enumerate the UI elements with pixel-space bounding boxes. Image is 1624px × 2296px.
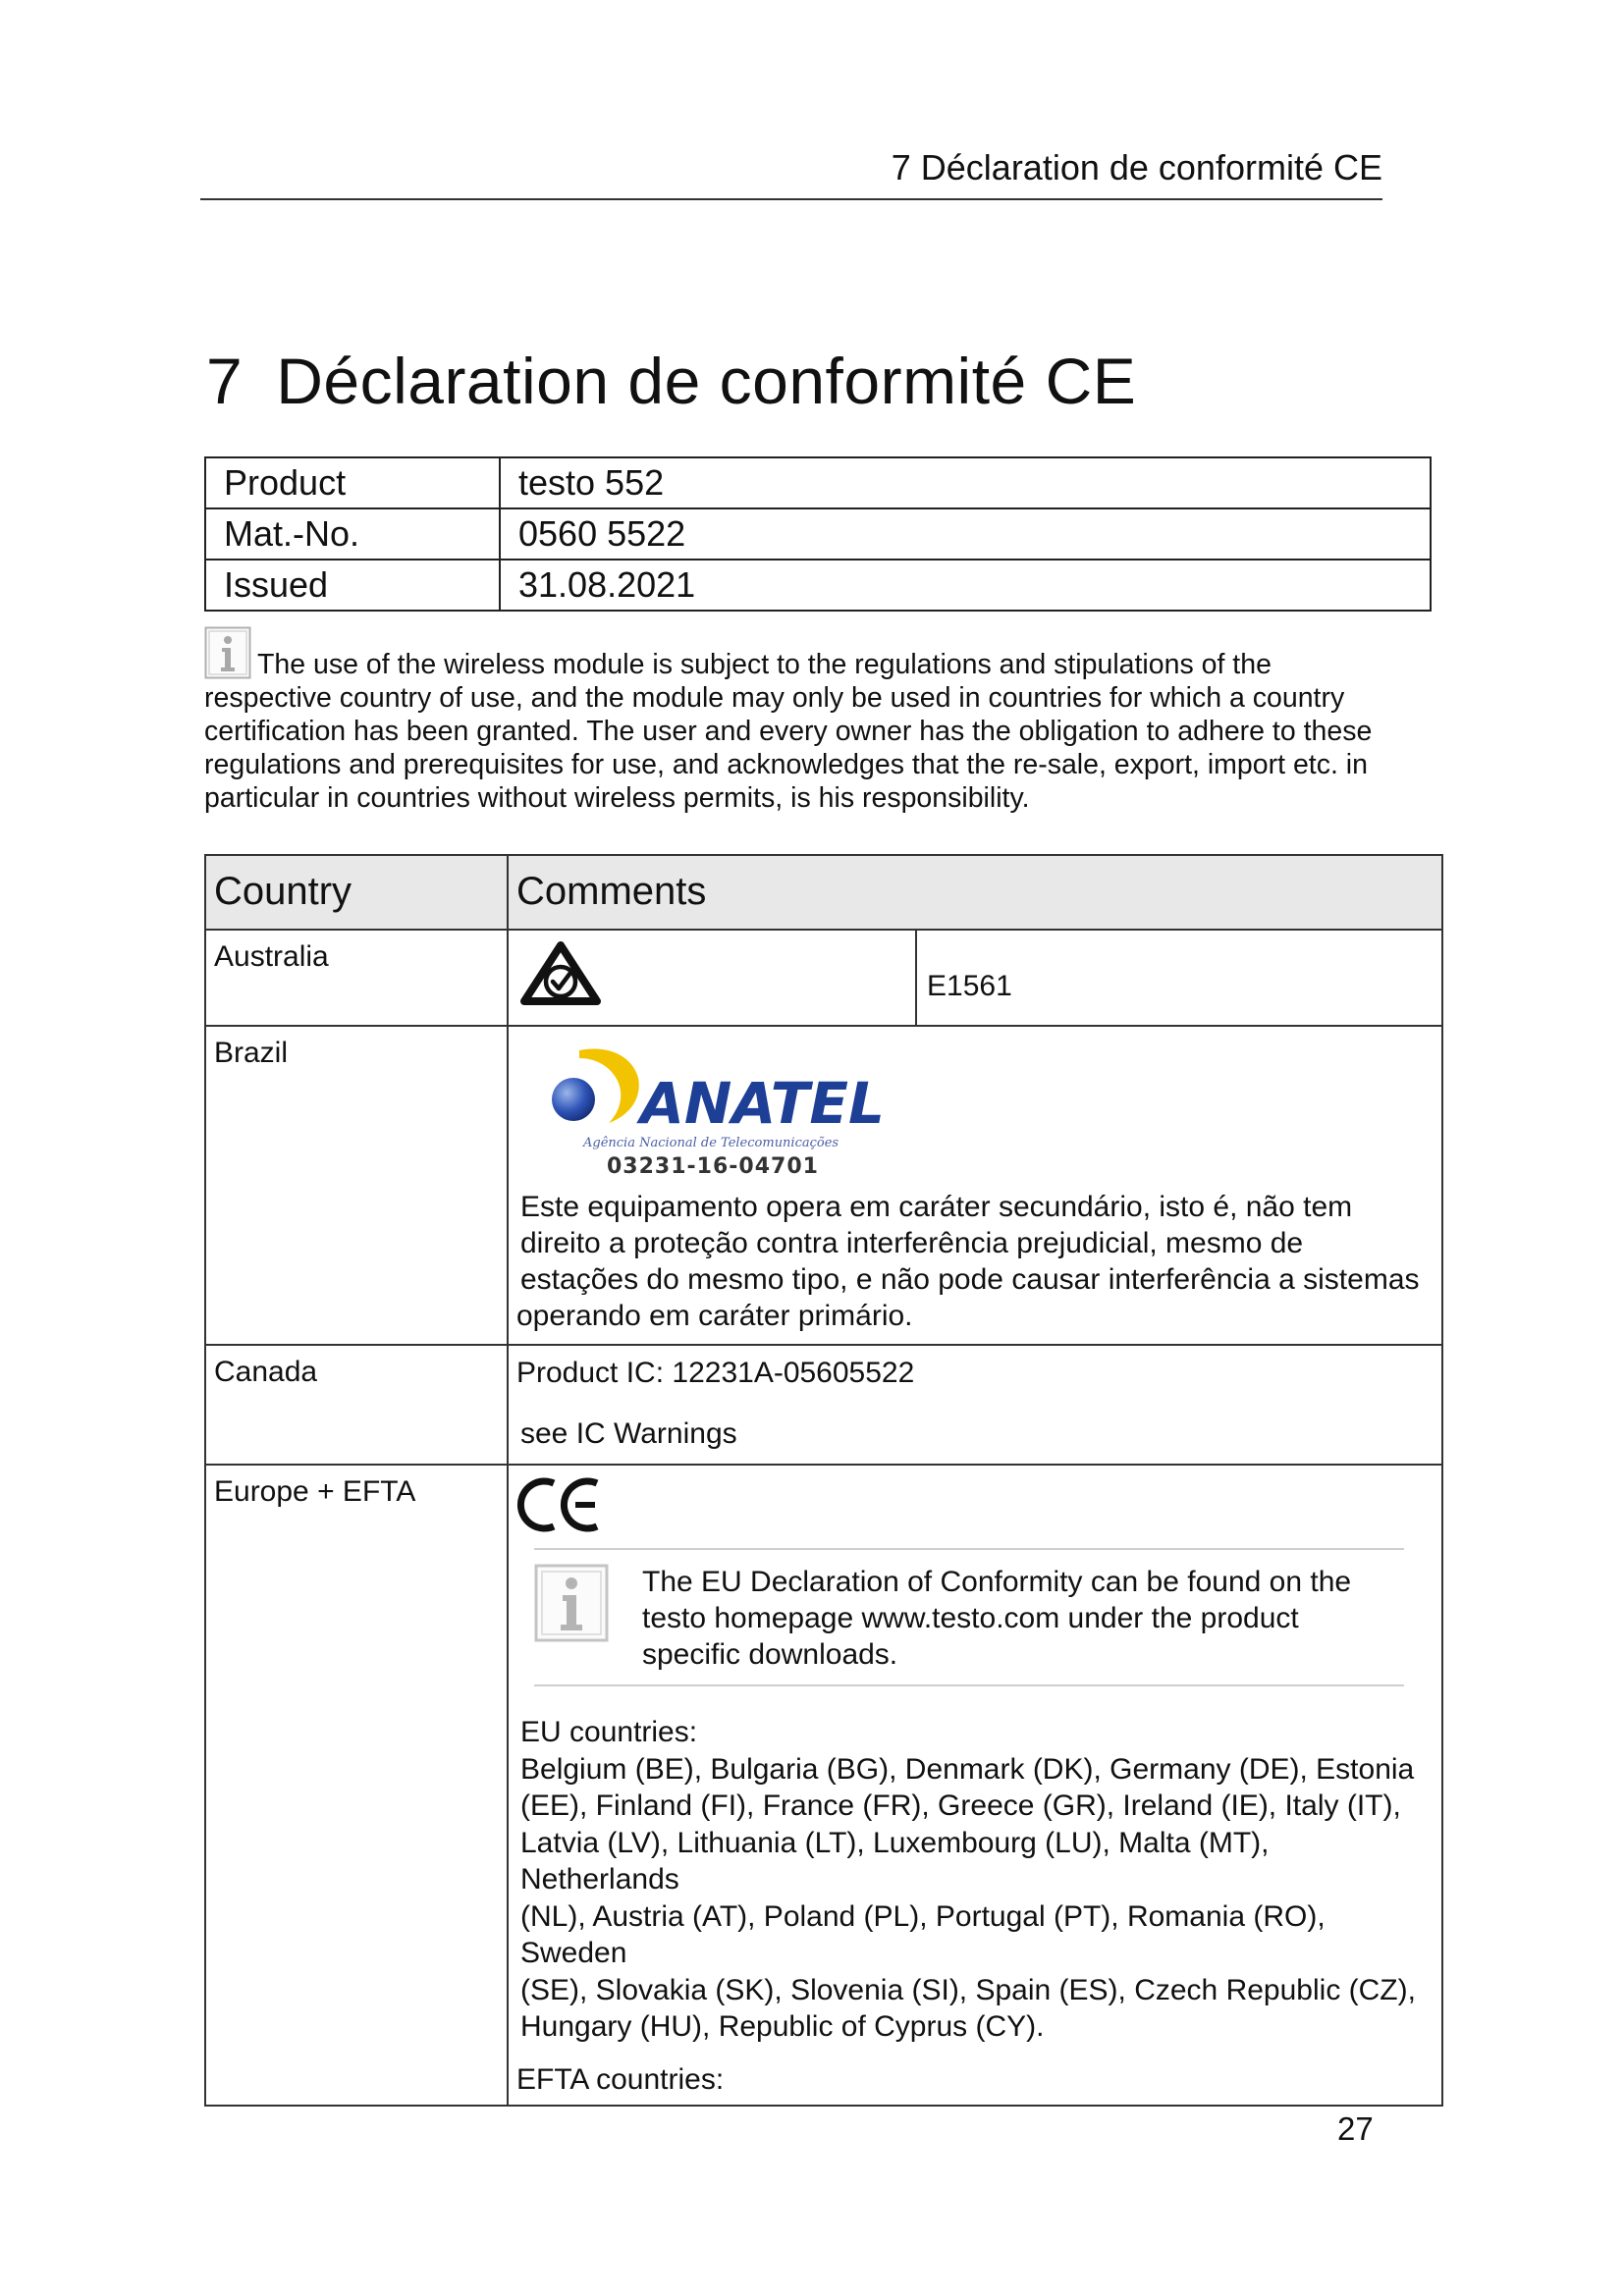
table-row-australia (205, 930, 1442, 1026)
issued-row (205, 560, 1431, 611)
table-row-brazil (205, 1026, 1442, 1345)
country-name-canada: Canada (205, 1345, 508, 1465)
canada-product-ic: Product IC: 12231A-05605522 (516, 1357, 915, 1389)
eu-countries-label: EU countries: (520, 1716, 698, 1748)
brazil-statement-line: Este equipamento opera em caráter secundário, isto é, não tem (520, 1191, 1353, 1223)
mat-no-value: 0560 5522 (500, 508, 1431, 560)
comments-canada (508, 1345, 1442, 1465)
ce-mark-icon (518, 1475, 603, 1534)
notice-text: The use of the wireless module is subject to the regulations and stipulations of the respective country of use, and the module may only be used in countries for which a country certification has been granted. The user and every owner has the obligation to adhere to these regulations and prerequisites for use, and acknowledges that the re-sale, export, import etc. in particular in countries without wireless permits, is his responsibility. (204, 649, 1373, 814)
comments-column-header: Comments (508, 855, 1442, 930)
anatel-word: ANATEL (640, 1070, 885, 1137)
eu-note-line: The EU Declaration of Conformity can be found on the (642, 1566, 1352, 1598)
chapter-title (206, 344, 1136, 418)
product-info-table (204, 456, 1432, 612)
chapter-title-text: Déclaration de conformité CE (276, 345, 1137, 417)
info-icon (204, 626, 251, 679)
issued-label: Issued (205, 560, 500, 611)
eu-countries-line: Hungary (HU), Republic of Cyprus (CY). (520, 2010, 1045, 2043)
mat-no-label: Mat.-No. (205, 508, 500, 560)
country-name-australia: Australia (205, 930, 508, 1026)
brazil-statement-line: operando em caráter primário. (516, 1300, 913, 1332)
issued-value: 31.08.2021 (500, 560, 1431, 611)
efta-countries-label: EFTA countries: (516, 2062, 725, 2096)
eu-countries-line: (SE), Slovakia (SK), Slovenia (SI), Spain (ES), Czech Republic (CZ), (520, 1973, 1416, 2006)
comments-brazil (508, 1026, 1442, 1345)
countries-table (204, 854, 1443, 2107)
anatel-cert-code: 03231-16-04701 (607, 1154, 819, 1179)
table-row-canada (205, 1345, 1442, 1465)
brazil-statement-line: direito a proteção contra interferência prejudicial, mesmo de (520, 1227, 1304, 1259)
product-label: Product (205, 457, 500, 508)
eu-note-text (642, 1564, 1351, 1673)
comments-europe (508, 1465, 1442, 2106)
chapter-number: 7 (206, 345, 244, 417)
page-number: 27 (1337, 2110, 1374, 2147)
comments-australia (508, 930, 1442, 1026)
country-name-brazil: Brazil (205, 1026, 508, 1345)
mat-no-row (205, 508, 1431, 560)
anatel-logo (548, 1044, 885, 1152)
country-column-header: Country (205, 855, 508, 930)
info-icon (534, 1564, 609, 1642)
countries-header-row (205, 855, 1442, 930)
eu-countries-line: Latvia (LV), Lithuania (LT), Luxembourg (LU), Malta (MT), Netherlands (520, 1826, 1270, 1896)
rcm-mark-cell (509, 931, 917, 1025)
australia-code: E1561 (927, 970, 1012, 1002)
brazil-statement-line: estações do mesmo tipo, e não pode causar interferência a sistemas (520, 1263, 1420, 1296)
running-header: 7 Déclaration de conformité CE (200, 147, 1382, 200)
eu-countries-line: Belgium (BE), Bulgaria (BG), Denmark (DK), Germany (DE), Estonia (520, 1752, 1415, 1786)
eu-declaration-note (534, 1548, 1404, 1686)
eu-note-line: testo homepage www.testo.com under the product (642, 1602, 1299, 1634)
eu-note-line: specific downloads. (642, 1638, 898, 1671)
eu-countries-line: (NL), Austria (AT), Poland (PL), Portugal (PT), Romania (RO), Sweden (520, 1899, 1326, 1969)
eu-countries-line: (EE), Finland (FI), France (FR), Greece (GR), Ireland (IE), Italy (IT), (520, 1789, 1401, 1822)
anatel-tagline: Agência Nacional de Telecomunicações (583, 1136, 839, 1150)
canada-ic-warnings: see IC Warnings (520, 1417, 737, 1450)
country-name-europe: Europe + EFTA (205, 1465, 508, 2106)
wireless-notice (204, 626, 1382, 815)
brazil-statement (516, 1189, 1434, 1334)
rcm-mark-icon (520, 940, 601, 1007)
table-row-europe (205, 1465, 1442, 2106)
eu-countries-list (516, 1714, 1434, 2046)
product-value: testo 552 (500, 457, 1431, 508)
product-row (205, 457, 1431, 508)
